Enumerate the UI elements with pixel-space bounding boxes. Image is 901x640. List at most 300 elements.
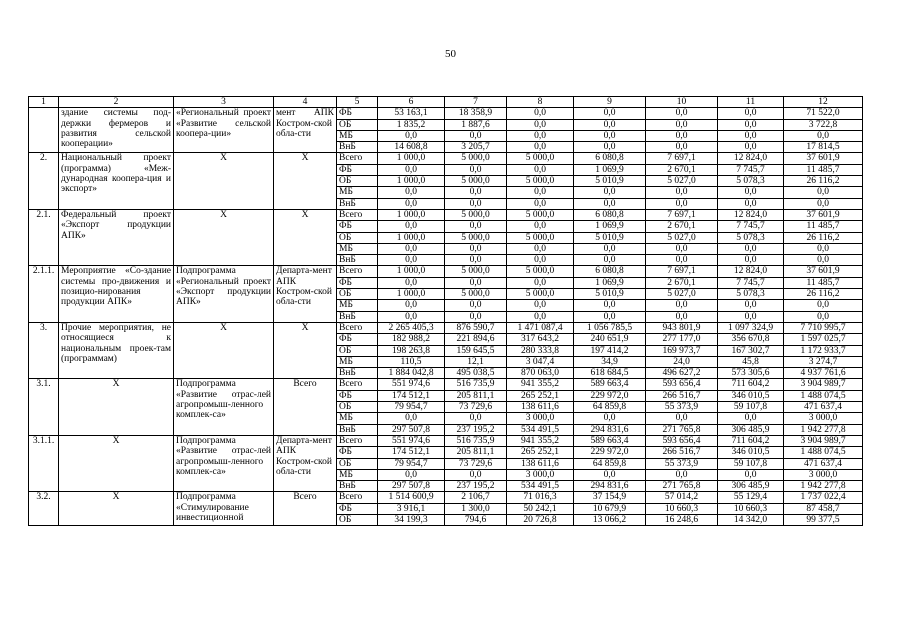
funding-source: ФБ	[337, 108, 378, 119]
amount-cell: 64 859,8	[574, 402, 646, 413]
amount-cell: 0,0	[445, 300, 507, 311]
activity-name: Федеральный проект «Экспорт продукции АПК»	[59, 209, 174, 265]
program-name: Х	[174, 209, 274, 265]
amount-cell: 5 027,0	[646, 232, 718, 243]
funding-source: ОБ	[337, 119, 378, 130]
amount-cell: 37 601,9	[784, 153, 863, 164]
amount-cell: 0,0	[646, 108, 718, 119]
amount-cell: 0,0	[646, 187, 718, 198]
funding-source: ОБ	[337, 458, 378, 469]
amount-cell: 0,0	[718, 130, 784, 141]
amount-cell: 297 507,8	[378, 481, 445, 492]
amount-cell: 0,0	[378, 221, 445, 232]
amount-cell: 12 824,0	[718, 209, 784, 220]
funding-source: ОБ	[337, 232, 378, 243]
amount-cell: 182 988,2	[378, 334, 445, 345]
program-name: «Региональный проект «Развитие сельской коопера-ции»	[174, 108, 274, 153]
activity-name: Х	[59, 435, 174, 491]
amount-cell: 10 660,3	[646, 503, 718, 514]
amount-cell: 5 000,0	[445, 176, 507, 187]
amount-cell: 876 590,7	[445, 322, 507, 333]
amount-cell: 37 154,9	[574, 492, 646, 503]
amount-cell: 169 973,7	[646, 345, 718, 356]
header-row	[29, 97, 863, 108]
amount-cell: 277 177,0	[646, 334, 718, 345]
amount-cell: 2 265 405,3	[378, 322, 445, 333]
amount-cell: 0,0	[574, 130, 646, 141]
amount-cell: 0,0	[507, 311, 574, 322]
amount-cell: 589 663,4	[574, 379, 646, 390]
amount-cell: 271 765,8	[646, 424, 718, 435]
amount-cell: 0,0	[378, 130, 445, 141]
amount-cell: 593 656,4	[646, 435, 718, 446]
amount-cell: 1 300,0	[445, 503, 507, 514]
amount-cell: 1 471 087,4	[507, 322, 574, 333]
amount-cell: 0,0	[718, 108, 784, 119]
header-cell-11: 11	[718, 97, 784, 108]
executor-name: Х	[274, 153, 337, 209]
amount-cell: 0,0	[507, 108, 574, 119]
header-cell-8: 8	[507, 97, 574, 108]
amount-cell: 2 106,7	[445, 492, 507, 503]
amount-cell: 7 745,7	[718, 277, 784, 288]
amount-cell: 618 684,5	[574, 368, 646, 379]
amount-cell: 0,0	[445, 198, 507, 209]
funding-source: ФБ	[337, 503, 378, 514]
amount-cell: 1 000,0	[378, 153, 445, 164]
amount-cell: 297 507,8	[378, 424, 445, 435]
header-cell-3: 3	[174, 97, 274, 108]
amount-cell: 26 116,2	[784, 176, 863, 187]
table-row	[29, 108, 863, 119]
amount-cell: 3 205,7	[445, 142, 507, 153]
amount-cell: 265 252,1	[507, 390, 574, 401]
funding-source: МБ	[337, 243, 378, 254]
amount-cell: 73 729,6	[445, 458, 507, 469]
executor-name: Департа-мент АПК Костром-ской обла-сти	[274, 266, 337, 322]
program-name: Х	[174, 153, 274, 209]
amount-cell: 0,0	[507, 130, 574, 141]
amount-cell: 2 670,1	[646, 221, 718, 232]
amount-cell: 159 645,5	[445, 345, 507, 356]
amount-cell: 1 056 785,5	[574, 322, 646, 333]
amount-cell: 5 000,0	[445, 266, 507, 277]
amount-cell: 0,0	[445, 221, 507, 232]
amount-cell: 5 010,9	[574, 232, 646, 243]
executor-name: Всего	[274, 379, 337, 435]
amount-cell: 12,1	[445, 356, 507, 367]
executor-name: Всего	[274, 492, 337, 526]
amount-cell: 0,0	[378, 255, 445, 266]
amount-cell: 12 824,0	[718, 153, 784, 164]
amount-cell: 1 942 277,8	[784, 481, 863, 492]
amount-cell: 5 000,0	[445, 289, 507, 300]
amount-cell: 271 765,8	[646, 481, 718, 492]
amount-cell: 5 027,0	[646, 176, 718, 187]
amount-cell: 240 651,9	[574, 334, 646, 345]
amount-cell: 6 080,8	[574, 209, 646, 220]
amount-cell: 0,0	[507, 119, 574, 130]
amount-cell: 0,0	[646, 243, 718, 254]
header-cell-9: 9	[574, 97, 646, 108]
amount-cell: 5 000,0	[507, 209, 574, 220]
amount-cell: 1 000,0	[378, 176, 445, 187]
amount-cell: 0,0	[718, 469, 784, 480]
amount-cell: 221 894,6	[445, 334, 507, 345]
table-row	[29, 322, 863, 333]
amount-cell: 0,0	[378, 413, 445, 424]
amount-cell: 1 000,0	[378, 289, 445, 300]
amount-cell: 12 824,0	[718, 266, 784, 277]
amount-cell: 0,0	[646, 142, 718, 153]
header-cell-6: 6	[378, 97, 445, 108]
amount-cell: 71 016,3	[507, 492, 574, 503]
activity-name: Х	[59, 379, 174, 435]
activity-name: Мероприятие «Со-здание системы про-движения и позицио-нирования продукции АПК»	[59, 266, 174, 322]
amount-cell: 24,0	[646, 356, 718, 367]
amount-cell: 0,0	[646, 198, 718, 209]
amount-cell: 87 458,7	[784, 503, 863, 514]
funding-source: Всего	[337, 209, 378, 220]
amount-cell: 0,0	[574, 255, 646, 266]
amount-cell: 197 414,2	[574, 345, 646, 356]
amount-cell: 11 485,7	[784, 221, 863, 232]
program-name: Подпрограмма «Региональный проект «Экспорт продукции АПК»	[174, 266, 274, 322]
funding-source: МБ	[337, 187, 378, 198]
amount-cell: 0,0	[718, 187, 784, 198]
amount-cell: 1 488 074,5	[784, 447, 863, 458]
amount-cell: 266 516,7	[646, 390, 718, 401]
amount-cell: 0,0	[718, 300, 784, 311]
amount-cell: 2 670,1	[646, 277, 718, 288]
funding-source: МБ	[337, 469, 378, 480]
funding-source: МБ	[337, 356, 378, 367]
amount-cell: 5 000,0	[507, 232, 574, 243]
amount-cell: 1 597 025,7	[784, 334, 863, 345]
amount-cell: 534 491,5	[507, 481, 574, 492]
amount-cell: 57 014,2	[646, 492, 718, 503]
amount-cell: 3 000,0	[784, 469, 863, 480]
amount-cell: 0,0	[574, 198, 646, 209]
table-row	[29, 266, 863, 277]
amount-cell: 0,0	[574, 469, 646, 480]
amount-cell: 516 735,9	[445, 435, 507, 446]
amount-cell: 138 611,6	[507, 458, 574, 469]
amount-cell: 0,0	[574, 108, 646, 119]
amount-cell: 0,0	[718, 243, 784, 254]
table-row	[29, 379, 863, 390]
amount-cell: 941 355,2	[507, 379, 574, 390]
amount-cell: 6 080,8	[574, 266, 646, 277]
amount-cell: 0,0	[378, 243, 445, 254]
amount-cell: 5 000,0	[507, 176, 574, 187]
funding-source: ОБ	[337, 289, 378, 300]
amount-cell: 7 697,1	[646, 153, 718, 164]
amount-cell: 26 116,2	[784, 289, 863, 300]
amount-cell: 3 904 989,7	[784, 379, 863, 390]
row-number: 3.	[29, 322, 59, 378]
amount-cell: 3 000,0	[784, 413, 863, 424]
amount-cell: 198 263,8	[378, 345, 445, 356]
amount-cell: 138 611,6	[507, 402, 574, 413]
header-cell-2: 2	[59, 97, 174, 108]
amount-cell: 1 488 074,5	[784, 390, 863, 401]
amount-cell: 37 601,9	[784, 209, 863, 220]
activity-name: Х	[59, 492, 174, 526]
amount-cell: 18 358,9	[445, 108, 507, 119]
amount-cell: 11 485,7	[784, 277, 863, 288]
executor-name: Департа-мент АПК Костром-ской обла-сти	[274, 435, 337, 491]
amount-cell: 0,0	[445, 413, 507, 424]
amount-cell: 0,0	[574, 311, 646, 322]
table-row	[29, 492, 863, 503]
amount-cell: 1 887,6	[445, 119, 507, 130]
amount-cell: 294 831,6	[574, 481, 646, 492]
amount-cell: 941 355,2	[507, 435, 574, 446]
amount-cell: 794,6	[445, 514, 507, 525]
amount-cell: 0,0	[718, 198, 784, 209]
amount-cell: 34 199,3	[378, 514, 445, 525]
header-cell-4: 4	[274, 97, 337, 108]
amount-cell: 34,9	[574, 356, 646, 367]
amount-cell: 1 172 933,7	[784, 345, 863, 356]
activity-name: здание системы под-держки фермеров и развития сельской кооперации»	[59, 108, 174, 153]
funding-source: Всего	[337, 492, 378, 503]
funding-source: Всего	[337, 322, 378, 333]
amount-cell: 5 000,0	[445, 153, 507, 164]
amount-cell: 1 835,2	[378, 119, 445, 130]
amount-cell: 110,5	[378, 356, 445, 367]
amount-cell: 0,0	[784, 187, 863, 198]
amount-cell: 0,0	[445, 187, 507, 198]
amount-cell: 6 080,8	[574, 153, 646, 164]
amount-cell: 205 811,1	[445, 447, 507, 458]
funding-source: ВнБ	[337, 368, 378, 379]
amount-cell: 496 627,2	[646, 368, 718, 379]
amount-cell: 229 972,0	[574, 390, 646, 401]
amount-cell: 7 710 995,7	[784, 322, 863, 333]
amount-cell: 37 601,9	[784, 266, 863, 277]
amount-cell: 64 859,8	[574, 458, 646, 469]
amount-cell: 50 242,1	[507, 503, 574, 514]
amount-cell: 306 485,9	[718, 424, 784, 435]
amount-cell: 1 884 042,8	[378, 368, 445, 379]
amount-cell: 26 116,2	[784, 232, 863, 243]
table-row	[29, 153, 863, 164]
amount-cell: 1 069,9	[574, 277, 646, 288]
funding-source: Всего	[337, 266, 378, 277]
funding-source: ФБ	[337, 334, 378, 345]
amount-cell: 5 010,9	[574, 176, 646, 187]
funding-source: ВнБ	[337, 255, 378, 266]
activity-name: Национальный проект (программа) «Меж-дународная коопера-ция и экспорт»	[59, 153, 174, 209]
amount-cell: 7 745,7	[718, 164, 784, 175]
funding-source: ВнБ	[337, 198, 378, 209]
executor-name: Х	[274, 209, 337, 265]
amount-cell: 55 373,9	[646, 402, 718, 413]
program-name: Х	[174, 322, 274, 378]
amount-cell: 5 078,3	[718, 232, 784, 243]
amount-cell: 1 942 277,8	[784, 424, 863, 435]
header-cell-10: 10	[646, 97, 718, 108]
amount-cell: 5 078,3	[718, 176, 784, 187]
program-name: Подпрограмма «Развитие отрас-лей агропромыш-ленного комплек-са»	[174, 435, 274, 491]
amount-cell: 14 342,0	[718, 514, 784, 525]
amount-cell: 1 069,9	[574, 164, 646, 175]
amount-cell: 5 010,9	[574, 289, 646, 300]
amount-cell: 0,0	[507, 142, 574, 153]
amount-cell: 5 000,0	[507, 153, 574, 164]
amount-cell: 0,0	[574, 187, 646, 198]
amount-cell: 0,0	[784, 130, 863, 141]
amount-cell: 0,0	[378, 164, 445, 175]
amount-cell: 10 679,9	[574, 503, 646, 514]
amount-cell: 0,0	[445, 243, 507, 254]
amount-cell: 1 097 324,9	[718, 322, 784, 333]
amount-cell: 237 195,2	[445, 481, 507, 492]
amount-cell: 55 373,9	[646, 458, 718, 469]
amount-cell: 7 697,1	[646, 266, 718, 277]
amount-cell: 0,0	[718, 255, 784, 266]
amount-cell: 0,0	[507, 243, 574, 254]
amount-cell: 16 248,6	[646, 514, 718, 525]
amount-cell: 0,0	[445, 469, 507, 480]
amount-cell: 0,0	[646, 311, 718, 322]
header-cell-5: 5	[337, 97, 378, 108]
amount-cell: 5 000,0	[445, 232, 507, 243]
table-row	[29, 209, 863, 220]
amount-cell: 53 163,1	[378, 108, 445, 119]
amount-cell: 3 916,1	[378, 503, 445, 514]
amount-cell: 5 000,0	[445, 209, 507, 220]
amount-cell: 0,0	[574, 413, 646, 424]
amount-cell: 1 000,0	[378, 266, 445, 277]
amount-cell: 0,0	[646, 130, 718, 141]
amount-cell: 0,0	[718, 119, 784, 130]
amount-cell: 356 670,8	[718, 334, 784, 345]
budget-table	[28, 96, 863, 526]
funding-source: ОБ	[337, 345, 378, 356]
amount-cell: 0,0	[378, 469, 445, 480]
amount-cell: 73 729,6	[445, 402, 507, 413]
amount-cell: 943 801,9	[646, 322, 718, 333]
amount-cell: 0,0	[445, 164, 507, 175]
amount-cell: 5 027,0	[646, 289, 718, 300]
row-number: 3.1.1.	[29, 435, 59, 491]
amount-cell: 0,0	[507, 164, 574, 175]
amount-cell: 1 000,0	[378, 209, 445, 220]
amount-cell: 1 737 022,4	[784, 492, 863, 503]
amount-cell: 593 656,4	[646, 379, 718, 390]
amount-cell: 167 302,7	[718, 345, 784, 356]
amount-cell: 495 038,5	[445, 368, 507, 379]
amount-cell: 14 608,8	[378, 142, 445, 153]
executor-name: мент АПК Костром-ской обла-сти	[274, 108, 337, 153]
row-number: 3.1.	[29, 379, 59, 435]
amount-cell: 265 252,1	[507, 447, 574, 458]
funding-source: МБ	[337, 413, 378, 424]
amount-cell: 346 010,5	[718, 390, 784, 401]
amount-cell: 11 485,7	[784, 164, 863, 175]
amount-cell: 573 305,6	[718, 368, 784, 379]
amount-cell: 0,0	[445, 311, 507, 322]
row-number: 2.1.	[29, 209, 59, 265]
table-row	[29, 435, 863, 446]
amount-cell: 0,0	[574, 119, 646, 130]
amount-cell: 0,0	[507, 300, 574, 311]
amount-cell: 229 972,0	[574, 447, 646, 458]
amount-cell: 0,0	[784, 243, 863, 254]
amount-cell: 0,0	[445, 277, 507, 288]
amount-cell: 20 726,8	[507, 514, 574, 525]
amount-cell: 0,0	[378, 277, 445, 288]
amount-cell: 3 722,8	[784, 119, 863, 130]
amount-cell: 0,0	[646, 413, 718, 424]
amount-cell: 79 954,7	[378, 402, 445, 413]
funding-source: МБ	[337, 130, 378, 141]
amount-cell: 13 066,2	[574, 514, 646, 525]
amount-cell: 10 660,3	[718, 503, 784, 514]
row-number	[29, 108, 59, 153]
funding-source: ВнБ	[337, 311, 378, 322]
amount-cell: 306 485,9	[718, 481, 784, 492]
program-name: Подпрограмма «Развитие отрас-лей агропромыш-ленного комплек-са»	[174, 379, 274, 435]
funding-source: ВнБ	[337, 142, 378, 153]
amount-cell: 551 974,6	[378, 379, 445, 390]
amount-cell: 17 814,5	[784, 142, 863, 153]
amount-cell: 0,0	[784, 255, 863, 266]
amount-cell: 516 735,9	[445, 379, 507, 390]
amount-cell: 471 637,4	[784, 458, 863, 469]
amount-cell: 711 604,2	[718, 435, 784, 446]
funding-source: ВнБ	[337, 424, 378, 435]
amount-cell: 0,0	[646, 119, 718, 130]
amount-cell: 0,0	[378, 311, 445, 322]
activity-name: Прочие мероприятия, не относящиеся к национальным проек-там (программам)	[59, 322, 174, 378]
amount-cell: 5 078,3	[718, 289, 784, 300]
amount-cell: 99 377,5	[784, 514, 863, 525]
funding-source: ОБ	[337, 402, 378, 413]
amount-cell: 280 333,8	[507, 345, 574, 356]
amount-cell: 589 663,4	[574, 435, 646, 446]
amount-cell: 0,0	[718, 413, 784, 424]
amount-cell: 0,0	[507, 221, 574, 232]
amount-cell: 0,0	[574, 243, 646, 254]
amount-cell: 3 000,0	[507, 469, 574, 480]
amount-cell: 0,0	[507, 198, 574, 209]
amount-cell: 0,0	[445, 255, 507, 266]
funding-source: Всего	[337, 153, 378, 164]
amount-cell: 0,0	[646, 300, 718, 311]
funding-source: ВнБ	[337, 481, 378, 492]
amount-cell: 59 107,8	[718, 458, 784, 469]
funding-source: ФБ	[337, 447, 378, 458]
row-number: 3.2.	[29, 492, 59, 526]
funding-source: ФБ	[337, 277, 378, 288]
amount-cell: 5 000,0	[507, 289, 574, 300]
funding-source: Всего	[337, 379, 378, 390]
amount-cell: 0,0	[718, 311, 784, 322]
amount-cell: 3 274,7	[784, 356, 863, 367]
amount-cell: 0,0	[507, 187, 574, 198]
funding-source: ОБ	[337, 176, 378, 187]
amount-cell: 534 491,5	[507, 424, 574, 435]
amount-cell: 1 069,9	[574, 221, 646, 232]
amount-cell: 0,0	[378, 198, 445, 209]
amount-cell: 0,0	[784, 311, 863, 322]
amount-cell: 471 637,4	[784, 402, 863, 413]
amount-cell: 5 000,0	[507, 266, 574, 277]
